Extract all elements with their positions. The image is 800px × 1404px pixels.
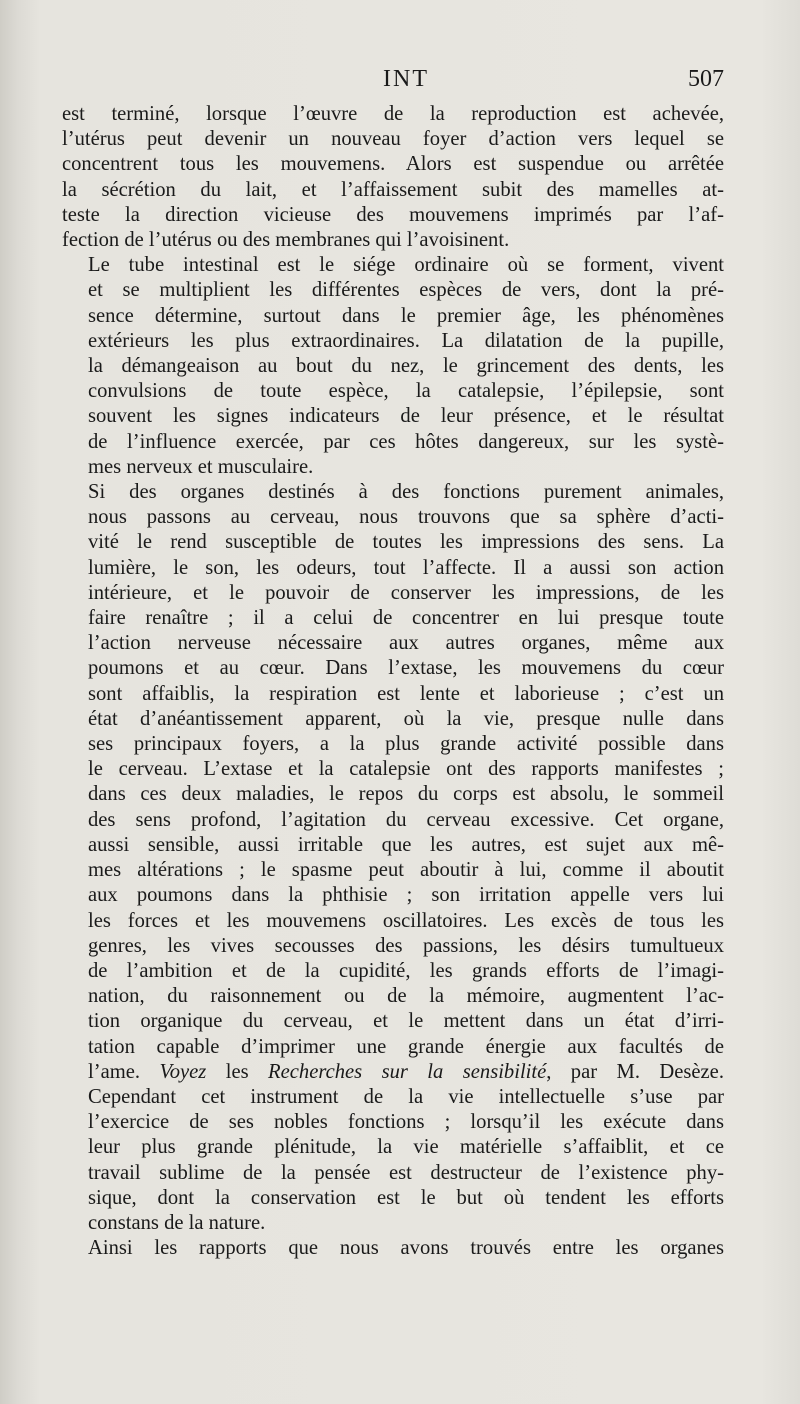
text-line: aussi sensible, aussi irritable que les autres, est sujet aux mê-: [88, 833, 724, 856]
body-text: [62, 102, 724, 1261]
voyez-italic: Voyez: [159, 1060, 207, 1083]
text-line: le cerveau. L’extase et la catalepsie ont des rapports manifestes ;: [88, 758, 724, 781]
text-line: teste la direction vicieuse des mouvemens imprimés par l’af-: [62, 203, 724, 226]
page-number: 507: [688, 66, 724, 92]
text-line: de l’ambition et de la cupidité, les grands efforts de l’imagi-: [88, 959, 724, 982]
paragraph-4: [62, 1085, 724, 1236]
text-line: aux poumons dans la phthisie ; son irritation appelle vers lui: [88, 884, 724, 907]
citation-middle: les: [206, 1060, 269, 1083]
text-line: nation, du raisonnement ou de la mémoire, augmentent l’ac-: [88, 985, 724, 1008]
text-line: convulsions de toute espèce, la catalepsie, l’épilepsie, sont: [88, 380, 724, 403]
text-line: les forces et les mouvemens oscillatoires. Les excès de tous les: [88, 909, 724, 932]
text-line: l’action nerveuse nécessaire aux autres organes, même aux: [88, 632, 724, 655]
text-line: Si des organes destinés à des fonctions purement animales,: [88, 481, 724, 504]
paragraph-2: [62, 253, 724, 480]
page-header: [88, 66, 724, 102]
text-line: la sécrétion du lait, et l’affaissement subit des mamelles at-: [62, 178, 724, 201]
text-line: intérieure, et le pouvoir de conserver les impressions, de les: [88, 581, 724, 604]
text-line: tion organique du cerveau, et le mettent dans un état d’irri-: [88, 1010, 724, 1033]
text-line: genres, les vives secousses des passions, les désirs tumultueux: [88, 934, 724, 957]
text-line: des sens profond, l’agitation du cerveau excessive. Cet organe,: [88, 808, 724, 831]
citation-author: , par M. Desèze.: [546, 1060, 724, 1083]
text-line: la démangeaison au bout du nez, le grincement des dents, les: [88, 355, 724, 378]
running-head: INT: [383, 66, 429, 92]
text-line: et se multiplient les différentes espèces de vers, dont la pré-: [88, 279, 724, 302]
text-line: travail sublime de la pensée est destructeur de l’existence phy-: [88, 1161, 724, 1184]
text-line: vité le rend susceptible de toutes les impressions des sens. La: [88, 531, 724, 554]
text-line: mes nerveux et musculaire.: [88, 455, 314, 478]
text-line: constans de la nature.: [88, 1211, 266, 1234]
text-line: dans ces deux maladies, le repos du corps est absolu, le sommeil: [88, 783, 724, 806]
paragraph-3: [62, 480, 724, 1085]
text-line: l’utérus peut devenir un nouveau foyer d’action vers lequel se: [62, 128, 724, 151]
text-line: nous passons au cerveau, nous trouvons que sa sphère d’acti-: [88, 506, 724, 529]
text-line: souvent les signes indicateurs de leur présence, et le résultat: [88, 405, 724, 428]
text-line: extérieurs les plus extraordinaires. La dilatation de la pupille,: [88, 329, 724, 352]
text-line: leur plus grande plénitude, la vie matérielle s’affaiblit, et ce: [88, 1136, 724, 1159]
text-line: est terminé, lorsque l’œuvre de la reproduction est achevée,: [62, 103, 724, 125]
text-line: état d’anéantissement apparent, où la vie, presque nulle dans: [88, 707, 724, 730]
text-line: poumons et au cœur. Dans l’extase, les mouvemens du cœur: [88, 657, 724, 680]
text-line: de l’influence exercée, par ces hôtes dangereux, sur les systè-: [88, 430, 724, 453]
text-line: sont affaiblis, la respiration est lente et laborieuse ; c’est un: [88, 682, 724, 705]
text-line: mes altérations ; le spasme peut aboutir à lui, comme il aboutit: [88, 859, 724, 882]
text-line: Cependant cet instrument de la vie intellectuelle s’use par: [88, 1085, 724, 1108]
text-line: sique, dont la conservation est le but où tendent les efforts: [88, 1186, 724, 1209]
citation-prefix: l’ame.: [88, 1060, 160, 1083]
paragraph-5: [62, 1236, 724, 1261]
text-line: sence détermine, surtout dans le premier âge, les phénomènes: [88, 304, 724, 327]
text-line: l’exercice de ses nobles fonctions ; lorsqu’il les exécute dans: [88, 1111, 724, 1134]
paragraph-1: [62, 102, 724, 253]
book-title-italic: Recherches sur la sensibilité: [268, 1060, 547, 1083]
citation-line: [62, 1060, 724, 1085]
text-line: ses principaux foyers, a la plus grande activité possible dans: [88, 733, 724, 756]
text-line: lumière, le son, les odeurs, tout l’affecte. Il a aussi son action: [88, 556, 724, 579]
text-line: faire renaître ; il a celui de concentrer en lui presque toute: [88, 607, 724, 630]
text-line: concentrent tous les mouvemens. Alors est suspendue ou arrêtée: [62, 153, 724, 176]
text-line: Le tube intestinal est le siége ordinaire où se forment, vivent: [88, 254, 724, 277]
text-line: fection de l’utérus ou des membranes qui l’avoisinent.: [62, 229, 510, 252]
text-line: Ainsi les rapports que nous avons trouvés entre les organes: [88, 1237, 724, 1260]
text-line: tation capable d’imprimer une grande énergie aux facultés de: [88, 1035, 724, 1058]
